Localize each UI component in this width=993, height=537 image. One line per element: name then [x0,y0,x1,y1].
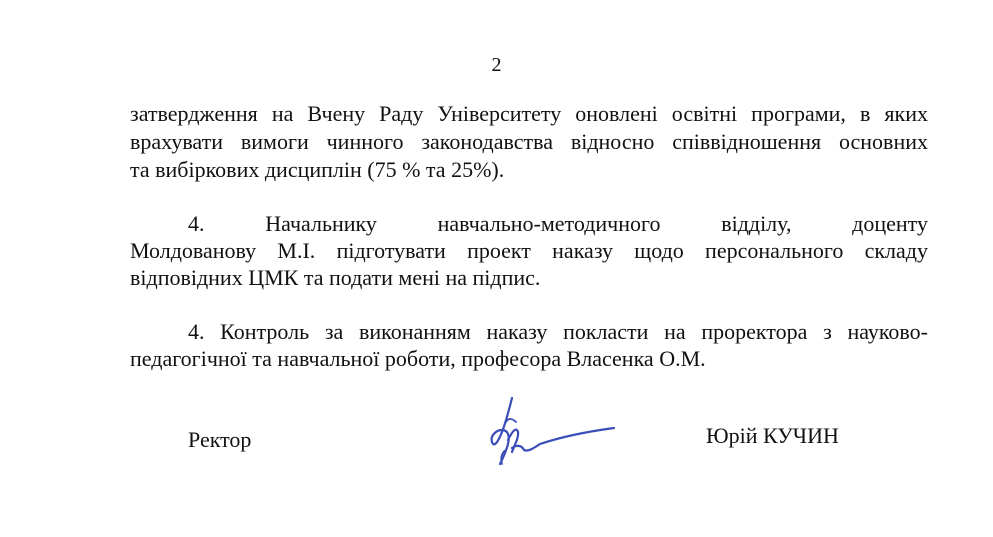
paragraph-3-line-2: врахувати вимоги чинного законодавства відносно співвідношення основних [130,129,928,154]
paragraph-3-line-1: затвердження на Вчену Раду Університету оновлені освітні програми, в яких [130,101,928,126]
paragraph-5-line-1: 4. Контроль за виконанням наказу покласти на проректора з науково- [188,319,928,344]
paragraph-4-line-2: Молдованову М.І. підготувати проект наказу щодо персонального складу [130,238,928,263]
paragraph-5-line-2: педагогічної та навчальної роботи, професора Власенка О.М. [130,346,706,371]
signature-stroke-main [492,398,614,464]
paragraph-4-word-addressee: Начальнику [265,211,377,236]
paragraph-3-line-3: та вибіркових дисциплін (75 % та 25%). [130,157,505,182]
paragraph-4-word-unit: відділу, [721,211,792,236]
signatory-role: Ректор [188,427,252,452]
paragraph-4-line-3: відповідних ЦМК та подати мені на підпис. [130,265,541,290]
paragraph-4-number: 4. [188,211,205,236]
handwritten-signature [488,392,620,468]
paragraph-4-word-title: доценту [852,211,928,236]
paragraph-4-line-1 [188,210,928,238]
page-number: 2 [491,54,502,76]
paragraph-4-word-department: навчально-методичного [437,211,661,236]
signatory-name: Юрій КУЧИН [706,423,839,448]
